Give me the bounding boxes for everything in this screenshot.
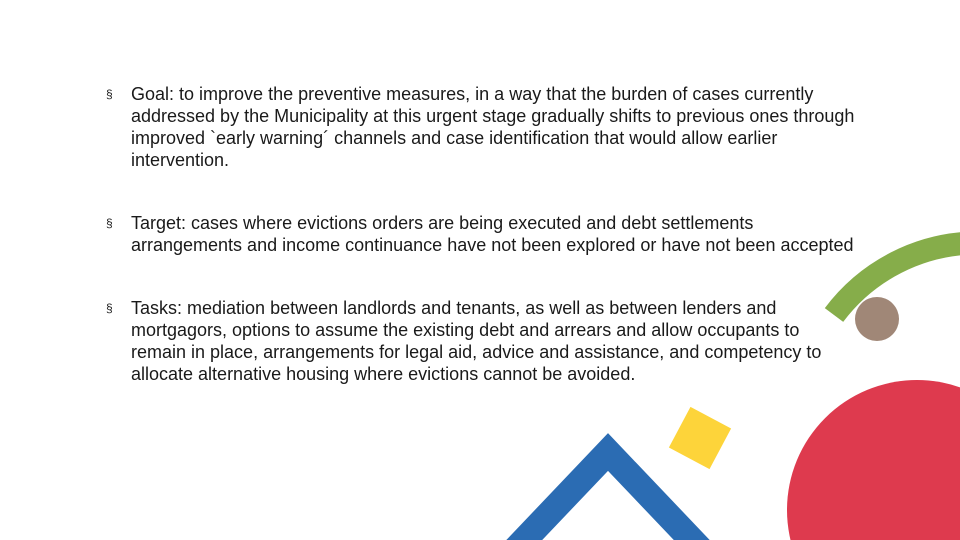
red-circle-shape [787, 380, 960, 540]
bullet-marker: § [106, 301, 113, 315]
bullet-marker: § [106, 216, 113, 230]
blue-triangle-shape [510, 452, 706, 540]
bullet-marker: § [106, 87, 113, 101]
bullet-term: Target [131, 213, 182, 233]
bullet-goal [106, 83, 856, 171]
bullet-list [106, 83, 856, 385]
brown-dot-shape [855, 297, 899, 341]
yellow-square-shape [669, 407, 731, 469]
bullet-term: Goal [131, 84, 170, 104]
bullet-tasks [106, 297, 856, 385]
bullet-text: : cases where evictions orders are being executed and debt settlements arrangements and income continuance have not been explored or have not been accepted [131, 213, 854, 255]
bullet-text: : mediation between landlords and tenants, as well as between lenders and mortgagors, options to assume the existing debt and arrears and allow occupants to remain in place, arrangements for legal aid, advice and assistance, and competency to allocate alternative housing where evictions cannot be avoided. [131, 298, 822, 384]
bullet-target [106, 212, 856, 256]
bullet-term: Tasks [131, 298, 178, 318]
bullet-text: : to improve the preventive measures, in a way that the burden of cases currently addressed by the Municipality at this urgent stage gradually shifts to previous ones through improved `early warning´ channels and case identification that would allow earlier intervention. [131, 84, 855, 170]
